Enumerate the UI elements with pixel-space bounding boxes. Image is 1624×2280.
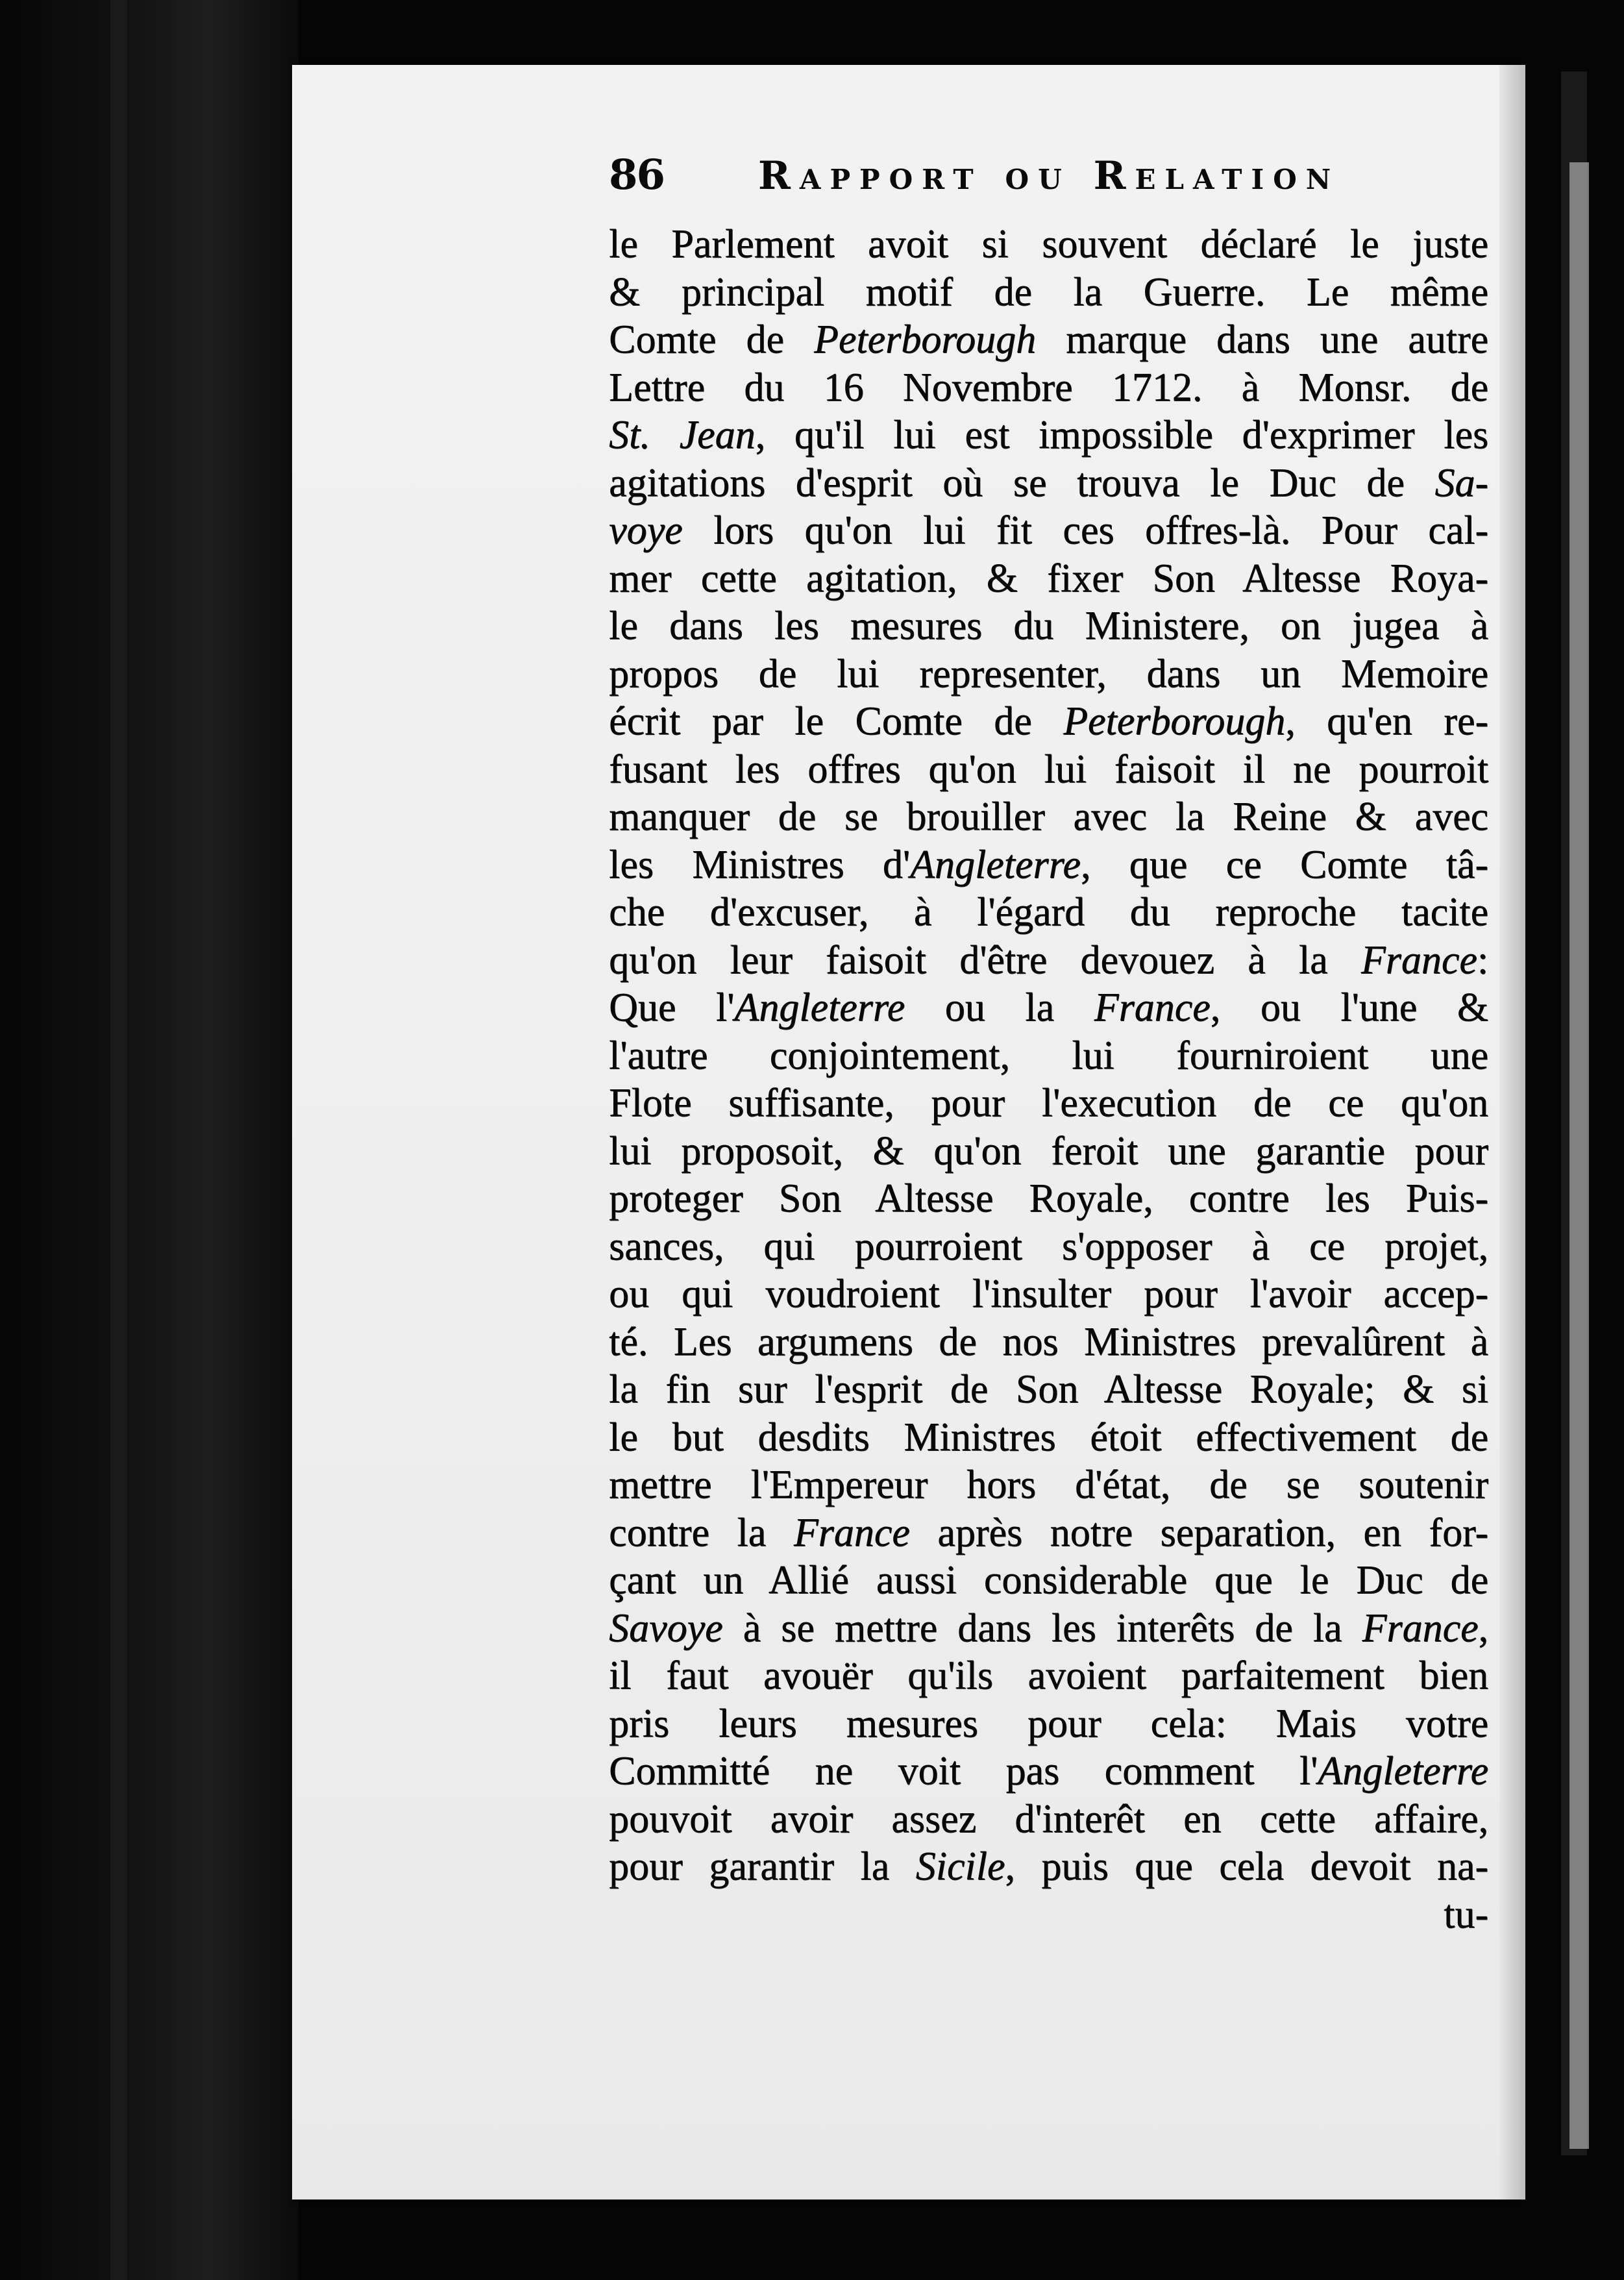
text-line <box>609 984 1488 1032</box>
text-line <box>609 1080 1488 1128</box>
page-edge <box>1499 65 1525 2199</box>
text-segment: fusant les offres qu'on lui faisoit il ne pourroit <box>609 747 1488 791</box>
text-segment: , puis que cela devoit na- <box>1005 1844 1488 1889</box>
text-segment: Flote suffisante, pour l'execution de ce qu'on <box>609 1081 1488 1125</box>
text-segment: il faut avouër qu'ils avoient parfaitement bien <box>609 1654 1488 1698</box>
text-line <box>609 841 1488 889</box>
text-line <box>609 889 1488 937</box>
text-line <box>609 1605 1488 1653</box>
text-line <box>609 698 1488 746</box>
text-segment: Que l' <box>609 985 735 1030</box>
book-binding-shadow <box>0 0 299 2280</box>
italic-segment: Peterborough <box>813 317 1036 362</box>
text-segment: che d'excuser, à l'égard du reproche tacite <box>609 890 1488 934</box>
text-segment: qu'on leur faisoit d'être devouez à la <box>609 937 1361 982</box>
binding-strip <box>110 0 127 2280</box>
text-segment: , ou l'une & <box>1210 985 1488 1030</box>
italic-segment: France <box>1094 985 1211 1030</box>
text-line <box>609 937 1488 985</box>
text-segment: ou la <box>905 985 1094 1030</box>
text-line <box>609 460 1488 508</box>
italic-segment: Sa- <box>1434 460 1488 505</box>
text-line <box>609 1319 1488 1367</box>
text-segment: après notre separation, en for- <box>909 1510 1489 1555</box>
text-segment: té. Les argumens de nos Ministres prevalûrent à <box>609 1319 1488 1364</box>
text-segment: : <box>1477 937 1488 982</box>
text-segment: lors qu'on lui fit ces offres-là. Pour cal- <box>682 508 1488 552</box>
text-line <box>609 1223 1488 1271</box>
text-segment: écrit par le Comte de <box>609 699 1064 743</box>
running-head-title: Rapport ou Relation <box>758 153 1340 199</box>
italic-segment: France <box>1360 937 1477 982</box>
text-line <box>609 1843 1488 1891</box>
italic-segment: Angleterre <box>909 842 1081 887</box>
text-segment: les Ministres d' <box>609 842 910 887</box>
text-line <box>609 316 1488 364</box>
text-segment: agitations d'esprit où se trouva le Duc de <box>609 460 1435 505</box>
text-line <box>609 221 1488 269</box>
text-line <box>609 507 1488 555</box>
text-segment: , que ce Comte tâ- <box>1080 842 1488 887</box>
text-segment: pouvoit avoir assez d'interêt en cette affaire, <box>609 1796 1488 1841</box>
italic-segment: voye <box>609 508 683 552</box>
text-segment: pour garantir la <box>609 1844 916 1889</box>
text-segment: pris leurs mesures pour cela: Mais votre <box>609 1701 1488 1746</box>
text-line <box>609 1652 1488 1700</box>
text-line <box>609 1796 1488 1844</box>
text-line <box>609 1509 1488 1557</box>
text-line <box>609 602 1488 651</box>
text-line <box>609 746 1488 794</box>
text-segment: le dans les mesures du Ministere, on jugea à <box>609 604 1488 648</box>
text-line <box>609 1032 1488 1080</box>
text-segment: marque dans une autre <box>1035 317 1489 362</box>
text-segment: mer cette agitation, & fixer Son Altesse Roya- <box>609 556 1488 601</box>
text-line <box>609 1175 1488 1223</box>
text-line <box>609 1748 1488 1796</box>
text-segment: Committé ne voit pas comment l' <box>609 1749 1318 1793</box>
text-line <box>609 1461 1488 1509</box>
text-segment: contre la <box>609 1510 794 1555</box>
text-line <box>609 1366 1488 1414</box>
italic-segment: St. Jean <box>609 413 756 457</box>
facing-page-edge <box>1569 162 1589 2149</box>
text-line <box>609 1414 1488 1462</box>
text-segment: , <box>1478 1605 1488 1650</box>
text-segment: Comte de <box>609 317 814 362</box>
text-segment: , qu'il lui est impossible d'exprimer les <box>755 413 1489 457</box>
text-segment: & principal motif de la Guerre. Le même <box>609 269 1488 314</box>
italic-segment: France <box>1362 1605 1479 1650</box>
text-segment: lui proposoit, & qu'on feroit une garantie pour <box>609 1128 1488 1173</box>
text-line <box>609 651 1488 699</box>
text-segment: propos de lui representer, dans un Memoire <box>609 651 1488 696</box>
text-line <box>609 1270 1488 1319</box>
text-segment: sances, qui pourroient s'opposer à ce projet, <box>609 1224 1488 1269</box>
text-segment: manquer de se brouiller avec la Reine & avec <box>609 795 1488 839</box>
text-segment: , qu'en re- <box>1285 699 1488 743</box>
italic-segment: Peterborough <box>1063 699 1286 743</box>
text-segment: Lettre du 16 Novembre 1712. à Monsr. de <box>609 365 1488 410</box>
catchword: tu- <box>1444 1892 1488 1937</box>
text-segment: l'autre conjointement, lui fourniroient une <box>609 1033 1488 1078</box>
text-segment: çant un Allié aussi considerable que le Duc de <box>609 1558 1488 1602</box>
italic-segment: Angleterre <box>1318 1749 1488 1793</box>
text-line <box>609 364 1488 412</box>
running-head <box>609 151 1362 209</box>
text-segment: mettre l'Empereur hors d'état, de se soutenir <box>609 1463 1488 1507</box>
text-line <box>609 1700 1488 1748</box>
body-text <box>609 221 1488 1939</box>
text-segment: ou qui voudroient l'insulter pour l'avoir accep- <box>609 1272 1488 1316</box>
italic-segment: Sicile <box>915 1844 1005 1889</box>
italic-segment: France <box>793 1510 910 1555</box>
text-line <box>609 793 1488 841</box>
text-line <box>609 269 1488 317</box>
text-segment: la fin sur l'esprit de Son Altesse Royale; & si <box>609 1367 1488 1411</box>
italic-segment: Savoye <box>609 1605 723 1650</box>
text-segment: à se mettre dans les interêts de la <box>722 1605 1362 1650</box>
text-line <box>609 412 1488 460</box>
text-segment: le but desdits Ministres étoit effectivement de <box>609 1415 1488 1459</box>
text-line <box>609 555 1488 603</box>
text-segment: proteger Son Altesse Royale, contre les Puis- <box>609 1176 1488 1221</box>
text-line <box>609 1557 1488 1605</box>
text-segment: le Parlement avoit si souvent déclaré le juste <box>609 222 1488 266</box>
text-line <box>609 1128 1488 1176</box>
page-number: 86 <box>609 151 665 199</box>
italic-segment: Angleterre <box>734 985 905 1030</box>
